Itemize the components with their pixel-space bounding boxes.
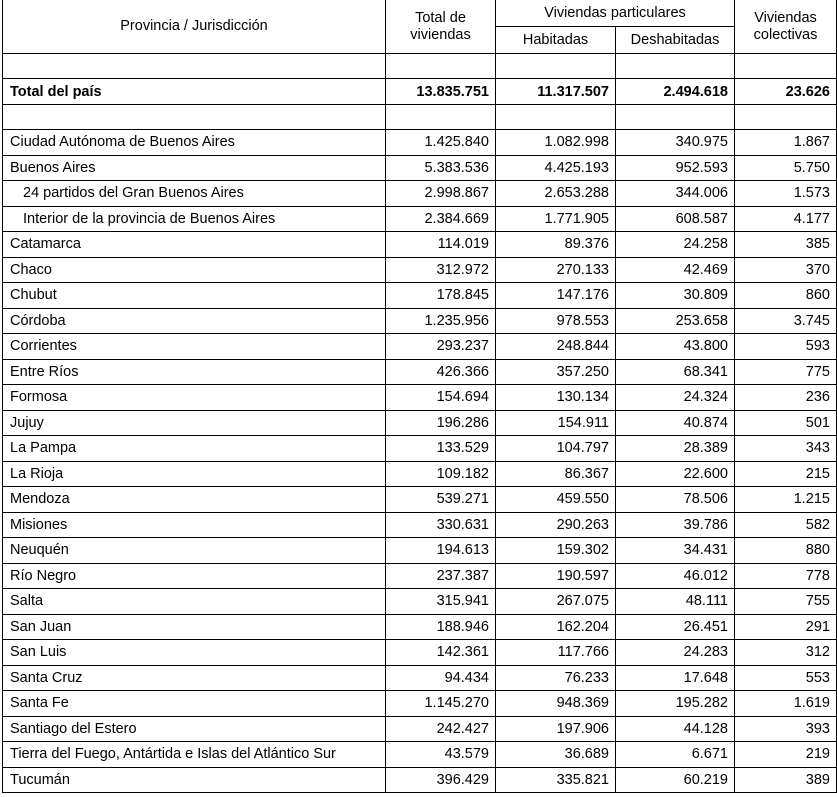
- row-deshabitadas: 24.258: [616, 232, 735, 258]
- row-deshabitadas: 608.587: [616, 206, 735, 232]
- table-row: [3, 181, 837, 207]
- row-colectivas: 582: [735, 512, 837, 538]
- row-total: 242.427: [386, 716, 496, 742]
- table-row: [3, 385, 837, 411]
- row-deshabitadas: 24.324: [616, 385, 735, 411]
- table-row: [3, 538, 837, 564]
- row-colectivas: 236: [735, 385, 837, 411]
- row-name: San Juan: [3, 614, 386, 640]
- row-colectivas: 1.867: [735, 130, 837, 156]
- row-total: 43.579: [386, 742, 496, 768]
- row-total: 293.237: [386, 334, 496, 360]
- row-habitadas: 335.821: [496, 767, 616, 793]
- table-row: [3, 206, 837, 232]
- row-colectivas: 755: [735, 589, 837, 615]
- row-deshabitadas: 24.283: [616, 640, 735, 666]
- row-colectivas: 880: [735, 538, 837, 564]
- row-colectivas: 553: [735, 665, 837, 691]
- row-habitadas: 270.133: [496, 257, 616, 283]
- row-habitadas: 948.369: [496, 691, 616, 717]
- row-habitadas: 248.844: [496, 334, 616, 360]
- row-total: 142.361: [386, 640, 496, 666]
- row-name: Neuquén: [3, 538, 386, 564]
- table-row: [3, 308, 837, 334]
- total-colectivas: 23.626: [735, 79, 837, 105]
- row-total: 109.182: [386, 461, 496, 487]
- row-total: 194.613: [386, 538, 496, 564]
- spacer-row: [3, 54, 837, 79]
- row-deshabitadas: 28.389: [616, 436, 735, 462]
- row-deshabitadas: 26.451: [616, 614, 735, 640]
- table-row: [3, 436, 837, 462]
- row-colectivas: 593: [735, 334, 837, 360]
- row-colectivas: 860: [735, 283, 837, 309]
- table-row: [3, 461, 837, 487]
- header-particulares-group: Viviendas particulares: [496, 0, 735, 27]
- row-total: 1.235.956: [386, 308, 496, 334]
- row-colectivas: 370: [735, 257, 837, 283]
- row-colectivas: 1.619: [735, 691, 837, 717]
- row-name: Catamarca: [3, 232, 386, 258]
- row-colectivas: 5.750: [735, 155, 837, 181]
- row-habitadas: 978.553: [496, 308, 616, 334]
- row-name: Río Negro: [3, 563, 386, 589]
- row-colectivas: 343: [735, 436, 837, 462]
- row-deshabitadas: 68.341: [616, 359, 735, 385]
- table-row: [3, 410, 837, 436]
- row-habitadas: 357.250: [496, 359, 616, 385]
- row-deshabitadas: 952.593: [616, 155, 735, 181]
- row-total: 178.845: [386, 283, 496, 309]
- table-row: [3, 232, 837, 258]
- table-row: [3, 563, 837, 589]
- row-total: 114.019: [386, 232, 496, 258]
- row-colectivas: 393: [735, 716, 837, 742]
- row-deshabitadas: 43.800: [616, 334, 735, 360]
- row-habitadas: 86.367: [496, 461, 616, 487]
- row-name: Santa Cruz: [3, 665, 386, 691]
- row-name: San Luis: [3, 640, 386, 666]
- row-habitadas: 147.176: [496, 283, 616, 309]
- row-total: 237.387: [386, 563, 496, 589]
- row-colectivas: 312: [735, 640, 837, 666]
- row-habitadas: 130.134: [496, 385, 616, 411]
- row-name: Entre Ríos: [3, 359, 386, 385]
- spacer-row: [3, 105, 837, 130]
- row-colectivas: 4.177: [735, 206, 837, 232]
- row-name: Santiago del Estero: [3, 716, 386, 742]
- row-deshabitadas: 34.431: [616, 538, 735, 564]
- row-name: Mendoza: [3, 487, 386, 513]
- row-name: Corrientes: [3, 334, 386, 360]
- header-colectivas: Viviendas colectivas: [735, 0, 837, 54]
- row-name: Buenos Aires: [3, 155, 386, 181]
- row-deshabitadas: 60.219: [616, 767, 735, 793]
- row-total: 94.434: [386, 665, 496, 691]
- row-habitadas: 459.550: [496, 487, 616, 513]
- header-habitadas: Habitadas: [496, 27, 616, 54]
- row-total: 2.384.669: [386, 206, 496, 232]
- row-habitadas: 1.771.905: [496, 206, 616, 232]
- row-total: 2.998.867: [386, 181, 496, 207]
- row-colectivas: 3.745: [735, 308, 837, 334]
- total-habitadas: 11.317.507: [496, 79, 616, 105]
- table-row: [3, 334, 837, 360]
- row-colectivas: 291: [735, 614, 837, 640]
- row-habitadas: 1.082.998: [496, 130, 616, 156]
- row-name: Interior de la provincia de Buenos Aires: [3, 206, 386, 232]
- row-colectivas: 775: [735, 359, 837, 385]
- table-row: [3, 742, 837, 768]
- table-row: [3, 283, 837, 309]
- row-name: Salta: [3, 589, 386, 615]
- row-total: 396.429: [386, 767, 496, 793]
- row-habitadas: 89.376: [496, 232, 616, 258]
- row-name: Misiones: [3, 512, 386, 538]
- viviendas-table: [2, 0, 837, 793]
- row-colectivas: 501: [735, 410, 837, 436]
- row-total: 133.529: [386, 436, 496, 462]
- header-deshabitadas: Deshabitadas: [616, 27, 735, 54]
- table-row: [3, 716, 837, 742]
- row-total: 1.425.840: [386, 130, 496, 156]
- row-name: Chubut: [3, 283, 386, 309]
- row-colectivas: 1.215: [735, 487, 837, 513]
- row-deshabitadas: 344.006: [616, 181, 735, 207]
- row-name: Jujuy: [3, 410, 386, 436]
- row-deshabitadas: 48.111: [616, 589, 735, 615]
- row-total: 539.271: [386, 487, 496, 513]
- row-habitadas: 197.906: [496, 716, 616, 742]
- row-deshabitadas: 42.469: [616, 257, 735, 283]
- row-deshabitadas: 253.658: [616, 308, 735, 334]
- table-row: [3, 767, 837, 793]
- table-row: [3, 691, 837, 717]
- row-total: 426.366: [386, 359, 496, 385]
- row-deshabitadas: 22.600: [616, 461, 735, 487]
- table-row: [3, 589, 837, 615]
- row-colectivas: 385: [735, 232, 837, 258]
- row-name: Chaco: [3, 257, 386, 283]
- row-deshabitadas: 195.282: [616, 691, 735, 717]
- row-deshabitadas: 39.786: [616, 512, 735, 538]
- row-name: La Rioja: [3, 461, 386, 487]
- row-habitadas: 2.653.288: [496, 181, 616, 207]
- row-total: 1.145.270: [386, 691, 496, 717]
- row-total: 330.631: [386, 512, 496, 538]
- table-row: [3, 665, 837, 691]
- row-deshabitadas: 30.809: [616, 283, 735, 309]
- total-row: [3, 79, 837, 105]
- row-deshabitadas: 44.128: [616, 716, 735, 742]
- table-row: [3, 359, 837, 385]
- row-deshabitadas: 6.671: [616, 742, 735, 768]
- row-name: Tucumán: [3, 767, 386, 793]
- row-total: 154.694: [386, 385, 496, 411]
- total-deshabitadas: 2.494.618: [616, 79, 735, 105]
- row-name: Ciudad Autónoma de Buenos Aires: [3, 130, 386, 156]
- row-deshabitadas: 40.874: [616, 410, 735, 436]
- row-deshabitadas: 46.012: [616, 563, 735, 589]
- row-habitadas: 4.425.193: [496, 155, 616, 181]
- table-row: [3, 512, 837, 538]
- header-province: Provincia / Jurisdicción: [3, 0, 386, 54]
- row-habitadas: 117.766: [496, 640, 616, 666]
- row-colectivas: 215: [735, 461, 837, 487]
- row-habitadas: 154.911: [496, 410, 616, 436]
- header-total: Total de viviendas: [386, 0, 496, 54]
- row-habitadas: 267.075: [496, 589, 616, 615]
- row-total: 315.941: [386, 589, 496, 615]
- row-name: 24 partidos del Gran Buenos Aires: [3, 181, 386, 207]
- total-name: Total del país: [3, 79, 386, 105]
- row-habitadas: 104.797: [496, 436, 616, 462]
- row-colectivas: 389: [735, 767, 837, 793]
- row-colectivas: 219: [735, 742, 837, 768]
- table-row: [3, 155, 837, 181]
- row-total: 188.946: [386, 614, 496, 640]
- row-name: Formosa: [3, 385, 386, 411]
- table-row: [3, 130, 837, 156]
- row-habitadas: 162.204: [496, 614, 616, 640]
- row-name: La Pampa: [3, 436, 386, 462]
- row-name: Tierra del Fuego, Antártida e Islas del Atlántico Sur: [3, 742, 386, 768]
- table-row: [3, 257, 837, 283]
- table-row: [3, 487, 837, 513]
- row-habitadas: 159.302: [496, 538, 616, 564]
- row-total: 196.286: [386, 410, 496, 436]
- row-deshabitadas: 17.648: [616, 665, 735, 691]
- table-row: [3, 614, 837, 640]
- total-total: 13.835.751: [386, 79, 496, 105]
- row-habitadas: 36.689: [496, 742, 616, 768]
- row-deshabitadas: 78.506: [616, 487, 735, 513]
- row-habitadas: 190.597: [496, 563, 616, 589]
- row-name: Córdoba: [3, 308, 386, 334]
- row-habitadas: 76.233: [496, 665, 616, 691]
- row-habitadas: 290.263: [496, 512, 616, 538]
- row-total: 312.972: [386, 257, 496, 283]
- row-name: Santa Fe: [3, 691, 386, 717]
- row-colectivas: 778: [735, 563, 837, 589]
- table-row: [3, 640, 837, 666]
- row-deshabitadas: 340.975: [616, 130, 735, 156]
- row-total: 5.383.536: [386, 155, 496, 181]
- row-colectivas: 1.573: [735, 181, 837, 207]
